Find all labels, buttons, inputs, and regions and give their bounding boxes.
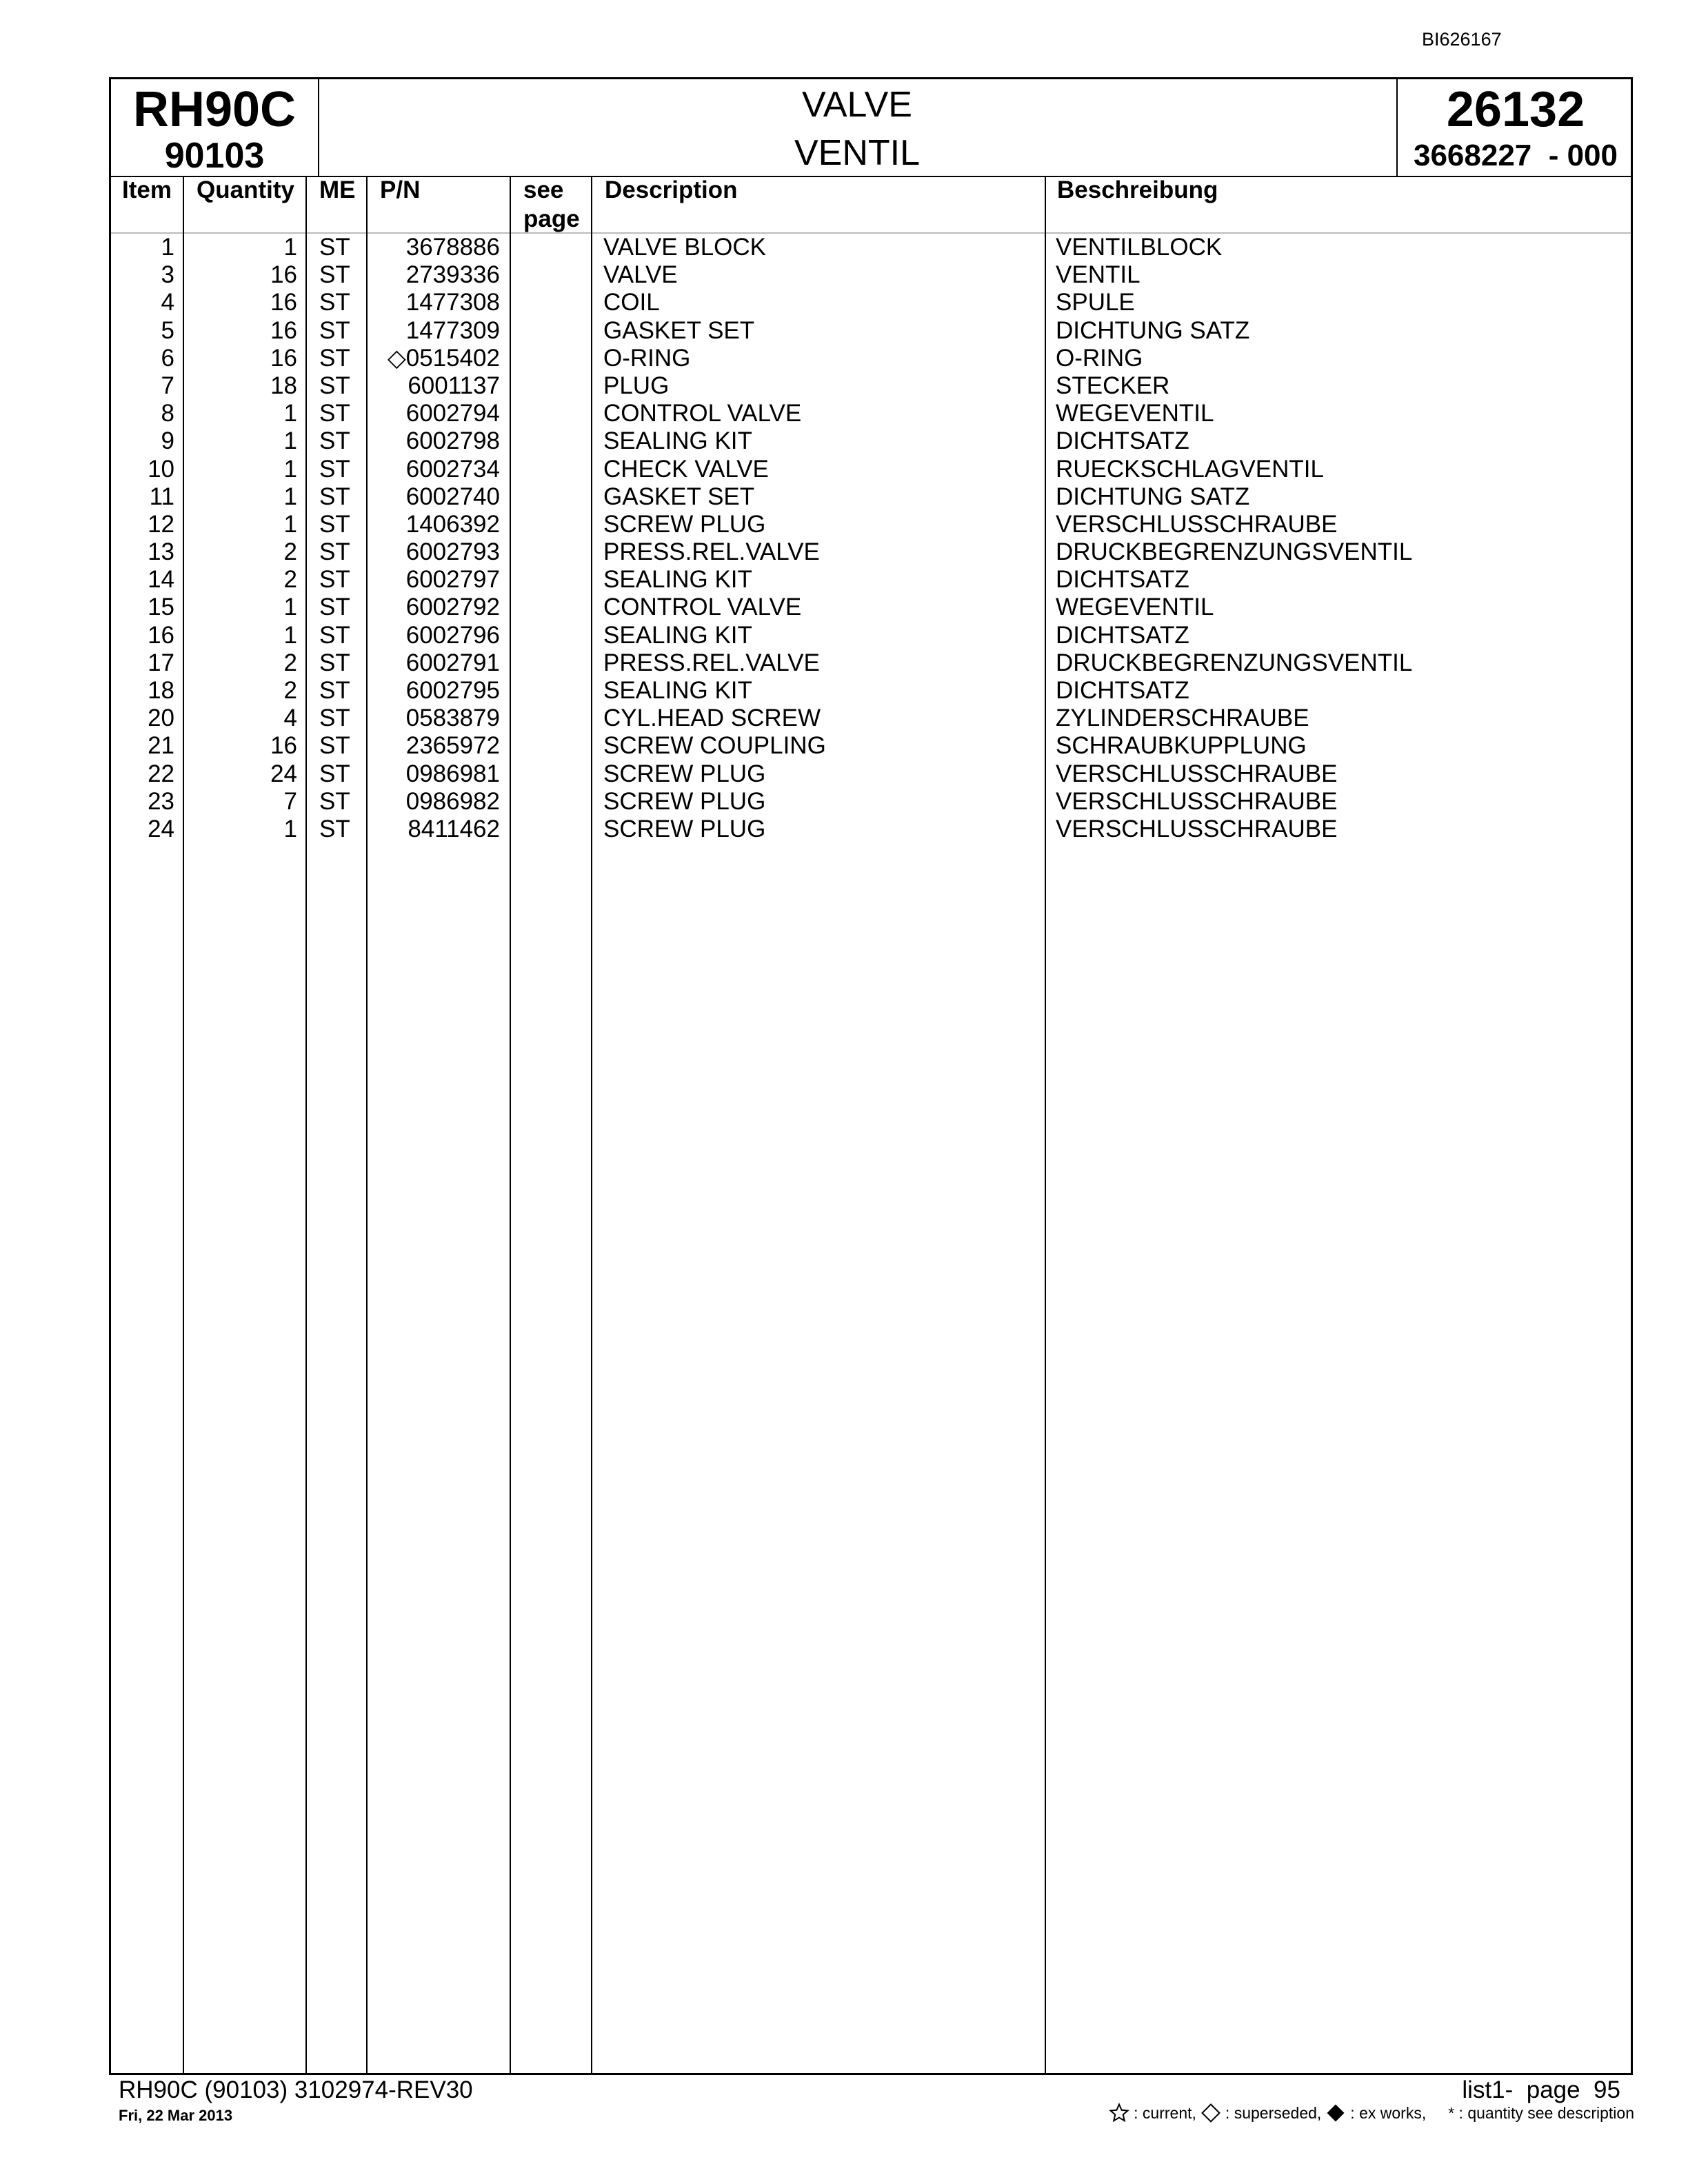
description-cell: SEALING KIT — [603, 621, 752, 649]
item-number-cell: 5 — [161, 316, 174, 344]
item-number-cell: 24 — [148, 815, 174, 842]
part-number-cell: 6001137 — [408, 372, 500, 399]
star-outline-icon — [1109, 2103, 1129, 2123]
item-number-cell: 15 — [148, 594, 174, 621]
item-number-cell: 20 — [148, 705, 174, 732]
parts-list-frame — [109, 77, 1633, 2075]
description-cell: SCREW PLUG — [603, 815, 766, 842]
quantity-cell: 18 — [270, 372, 297, 399]
table-row — [111, 816, 1631, 843]
part-number-cell: 6002794 — [405, 400, 500, 427]
beschreibung-cell: VENTIL — [1056, 261, 1141, 289]
beschreibung-cell: VENTILBLOCK — [1056, 234, 1223, 261]
item-number-cell: 16 — [148, 621, 174, 649]
unit-cell: ST — [319, 427, 350, 455]
diamond-outline-icon — [1200, 2103, 1221, 2123]
group-number: 26132 — [1446, 82, 1585, 137]
item-number-cell: 3 — [161, 261, 174, 289]
unit-cell: ST — [319, 538, 350, 566]
description-cell: O-RING — [603, 344, 691, 372]
legend-quantity-label: * : quantity see description — [1448, 2103, 1634, 2122]
description-cell: SEALING KIT — [603, 427, 752, 455]
document-reference: RH90C (90103) 3102974-REV30 — [119, 2076, 473, 2103]
table-row — [111, 622, 1631, 649]
legend-current-label: : current, — [1134, 2103, 1196, 2122]
table-row — [111, 788, 1631, 816]
quantity-cell: 24 — [270, 760, 297, 787]
beschreibung-cell: DICHTSATZ — [1056, 621, 1189, 649]
table-row — [111, 705, 1631, 732]
col-header-item: Item — [122, 176, 172, 203]
item-number-cell: 7 — [161, 372, 174, 399]
item-number-cell: 14 — [148, 566, 174, 594]
document-id: BI626167 — [1422, 29, 1502, 50]
quantity-cell: 1 — [283, 427, 297, 455]
beschreibung-cell: ZYLINDERSCHRAUBE — [1056, 705, 1309, 732]
unit-cell: ST — [319, 787, 350, 815]
part-number-cell: 2739336 — [405, 261, 500, 289]
part-number-cell: 6002795 — [405, 677, 500, 704]
beschreibung-cell: DICHTUNG SATZ — [1056, 316, 1250, 344]
item-number-cell: 8 — [161, 400, 174, 427]
quantity-cell: 16 — [270, 344, 297, 372]
beschreibung-cell: DICHTSATZ — [1056, 677, 1189, 704]
quantity-cell: 1 — [283, 234, 297, 261]
unit-cell: ST — [319, 372, 350, 399]
beschreibung-cell: VERSCHLUSSCHRAUBE — [1056, 760, 1338, 787]
table-row — [111, 566, 1631, 594]
col-header-pn: P/N — [380, 176, 421, 203]
description-cell: GASKET SET — [603, 483, 755, 510]
legend-superseded-label: : superseded, — [1225, 2103, 1322, 2122]
unit-cell: ST — [319, 815, 350, 842]
part-number-cell: 8411462 — [408, 815, 500, 842]
part-number-cell: 6002740 — [405, 483, 500, 510]
beschreibung-cell: RUECKSCHLAGVENTIL — [1056, 455, 1324, 483]
quantity-cell: 1 — [283, 510, 297, 538]
table-row — [111, 760, 1631, 788]
item-number-cell: 17 — [148, 649, 174, 676]
beschreibung-cell: DICHTSATZ — [1056, 427, 1189, 455]
parts-table-body — [111, 234, 1631, 843]
table-row — [111, 732, 1631, 760]
quantity-cell: 1 — [283, 594, 297, 621]
unit-cell: ST — [319, 261, 350, 289]
part-number-cell: 1477308 — [405, 289, 500, 316]
description-cell: GASKET SET — [603, 316, 755, 344]
description-cell: SCREW PLUG — [603, 760, 766, 787]
part-number-cell: 1477309 — [405, 316, 500, 344]
machine-model: RH90C — [132, 82, 297, 137]
item-number-cell: 12 — [148, 510, 174, 538]
beschreibung-cell: WEGEVENTIL — [1056, 594, 1214, 621]
description-cell: SEALING KIT — [603, 677, 752, 704]
item-number-cell: 21 — [148, 732, 174, 760]
machine-serial: 90103 — [164, 136, 265, 176]
quantity-cell: 1 — [283, 815, 297, 842]
beschreibung-cell: DRUCKBEGRENZUNGSVENTIL — [1056, 649, 1413, 676]
col-header-beschreibung: Beschreibung — [1057, 176, 1218, 203]
part-number-cell: 2365972 — [405, 732, 500, 760]
part-number-cell: 0986981 — [405, 760, 500, 787]
quantity-cell: 2 — [283, 566, 297, 594]
item-number-cell: 9 — [161, 427, 174, 455]
table-row — [111, 677, 1631, 705]
part-number-cell: 0583879 — [405, 705, 500, 732]
beschreibung-cell: DRUCKBEGRENZUNGSVENTIL — [1056, 538, 1413, 566]
item-number-cell: 22 — [148, 760, 174, 787]
table-row — [111, 538, 1631, 566]
description-cell: SCREW PLUG — [603, 510, 766, 538]
print-date: Fri, 22 Mar 2013 — [119, 2107, 233, 2124]
part-number-cell: 6002791 — [405, 649, 500, 676]
item-number-cell: 13 — [148, 538, 174, 566]
description-cell: CONTROL VALVE — [603, 400, 802, 427]
diamond-filled-icon — [1325, 2103, 1346, 2123]
quantity-cell: 16 — [270, 732, 297, 760]
beschreibung-cell: O-RING — [1056, 344, 1143, 372]
description-cell: PRESS.REL.VALVE — [603, 538, 820, 566]
quantity-cell: 16 — [270, 289, 297, 316]
item-number-cell: 23 — [148, 787, 174, 815]
col-header-description: Description — [605, 176, 738, 203]
unit-cell: ST — [319, 234, 350, 261]
unit-cell: ST — [319, 705, 350, 732]
quantity-cell: 16 — [270, 261, 297, 289]
beschreibung-cell: WEGEVENTIL — [1056, 400, 1214, 427]
col-header-me: ME — [319, 176, 356, 203]
description-cell: SCREW PLUG — [603, 787, 766, 815]
unit-cell: ST — [319, 649, 350, 676]
unit-cell: ST — [319, 455, 350, 483]
beschreibung-cell: SPULE — [1056, 289, 1135, 316]
quantity-cell: 1 — [283, 455, 297, 483]
part-number-cell: 6002793 — [405, 538, 500, 566]
description-cell: PRESS.REL.VALVE — [603, 649, 820, 676]
description-cell: SCREW COUPLING — [603, 732, 826, 760]
col-header-quantity: Quantity — [197, 176, 294, 203]
part-number-cell: 6002796 — [405, 621, 500, 649]
item-number-cell: 4 — [161, 289, 174, 316]
quantity-cell: 1 — [283, 621, 297, 649]
item-number-cell: 6 — [161, 344, 174, 372]
table-row — [111, 649, 1631, 677]
beschreibung-cell: VERSCHLUSSCHRAUBE — [1056, 787, 1338, 815]
unit-cell: ST — [319, 732, 350, 760]
beschreibung-cell: DICHTSATZ — [1056, 566, 1189, 594]
description-cell: PLUG — [603, 372, 670, 399]
item-number-cell: 18 — [148, 677, 174, 704]
beschreibung-cell: DICHTUNG SATZ — [1056, 483, 1250, 510]
table-row — [111, 261, 1631, 289]
unit-cell: ST — [319, 510, 350, 538]
unit-cell: ST — [319, 344, 350, 372]
col-header-see-page: see page — [523, 176, 580, 232]
unit-cell: ST — [319, 289, 350, 316]
quantity-cell: 1 — [283, 400, 297, 427]
unit-cell: ST — [319, 483, 350, 510]
description-cell: CONTROL VALVE — [603, 594, 802, 621]
description-cell: COIL — [603, 289, 660, 316]
quantity-cell: 2 — [283, 538, 297, 566]
part-number-cell: 3678886 — [405, 234, 500, 261]
item-number-cell: 11 — [149, 483, 174, 510]
unit-cell: ST — [319, 316, 350, 344]
assembly-title-de: VENTIL — [794, 133, 921, 173]
table-row — [111, 234, 1631, 261]
part-number-cell: 1406392 — [405, 510, 500, 538]
quantity-cell: 2 — [283, 649, 297, 676]
description-cell: SEALING KIT — [603, 566, 752, 594]
item-number-cell: 10 — [148, 455, 174, 483]
unit-cell: ST — [319, 566, 350, 594]
table-row — [111, 594, 1631, 621]
table-row — [111, 511, 1631, 538]
table-row — [111, 289, 1631, 316]
unit-cell: ST — [319, 594, 350, 621]
unit-cell: ST — [319, 400, 350, 427]
description-cell: VALVE — [603, 261, 678, 289]
description-cell: CYL.HEAD SCREW — [603, 705, 821, 732]
page-number: list1- page 95 — [1462, 2076, 1620, 2103]
quantity-cell: 16 — [270, 316, 297, 344]
beschreibung-cell: STECKER — [1056, 372, 1170, 399]
description-cell: CHECK VALVE — [603, 455, 769, 483]
description-cell: VALVE BLOCK — [603, 234, 767, 261]
part-number-cell: 6002792 — [405, 594, 500, 621]
unit-cell: ST — [319, 621, 350, 649]
table-row — [111, 483, 1631, 511]
table-row — [111, 427, 1631, 455]
item-number-cell: 1 — [161, 234, 174, 261]
table-row — [111, 456, 1631, 483]
table-row — [111, 372, 1631, 400]
quantity-cell: 4 — [283, 705, 297, 732]
quantity-cell: 7 — [283, 787, 297, 815]
table-row — [111, 400, 1631, 427]
quantity-cell: 1 — [283, 483, 297, 510]
unit-cell: ST — [319, 677, 350, 704]
part-number-cell: 0986982 — [405, 787, 500, 815]
beschreibung-cell: SCHRAUBKUPPLUNG — [1056, 732, 1307, 760]
quantity-cell: 2 — [283, 677, 297, 704]
part-number-cell: 6002798 — [405, 427, 500, 455]
unit-cell: ST — [319, 760, 350, 787]
table-row — [111, 345, 1631, 372]
beschreibung-cell: VERSCHLUSSCHRAUBE — [1056, 510, 1338, 538]
status-legend — [1109, 2103, 1634, 2123]
part-number-cell: ◇0515402 — [387, 344, 500, 372]
legend-ex-works-label: : ex works, — [1350, 2103, 1427, 2122]
table-row — [111, 317, 1631, 345]
drawing-number: 3668227 - 000 — [1413, 139, 1618, 172]
beschreibung-cell: VERSCHLUSSCHRAUBE — [1056, 815, 1338, 842]
part-number-cell: 6002797 — [405, 566, 500, 594]
part-number-cell: 6002734 — [405, 455, 500, 483]
assembly-title-en: VALVE — [802, 85, 912, 125]
